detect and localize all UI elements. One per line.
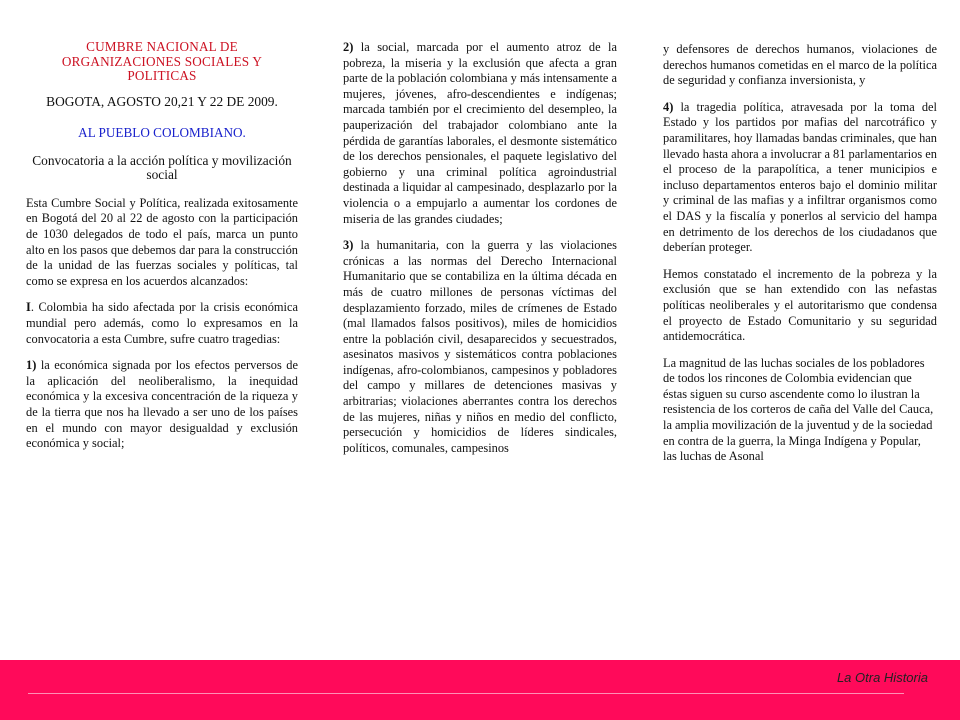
salutation: AL PUEBLO COLOMBIANO. [78,124,246,140]
paragraph-1-text: la económica signada por los efectos perversos de la aplicación del neoliberalismo, la inequidad económica y la excesiva concentración de la riqueza y de la tierra que nos ha llevado a ser uno de los países en el mundo con mayor desigualdad y exclusión económica y social; [26,358,298,451]
paragraph-4 [663,100,937,256]
paragraph-2 [343,40,617,227]
paragraph-I-text: . Colombia ha sido afectada por la crisis económica mundial pero además, como lo expresamos en la convocatoria a esta Cumbre, sufre cuatro tragedias: [26,300,298,346]
paragraph-1-label: 1) [26,358,37,373]
column-3 [663,42,937,476]
paragraph-3-text: la humanitaria, con la guerra y las violaciones crónicas a las normas del Derecho Internacional Humanitario que se contabiliza en la última década en más de cuatro millones de personas víctimas del desplazamiento forzado, miles de crímenes de Estado (mal llamados falsos positivos), miles de homicidios entre la población civil, desaparecidos y secuestrados, asesinatos masivos y sistemáticos contra poblaciones indígenas, afro-colombianos, campesinos y pobladores del campo y millares de detenciones masivas y arbitrarias; violaciones aberrantes contra los derechos de las mujeres, niñas y niños en medio del conflicto, persecución y homicidios de líderes sindicales, políticos, comunales, campesinos [343,238,617,455]
paragraph-2-label: 2) [343,40,354,54]
footer-divider [28,693,904,694]
paragraph-2-text: la social, marcada por el aumento atroz de la pobreza, la miseria y la exclusión que afecta a gran parte de la población colombiana y más intensamente a mujeres, jóvenes, afro-descendientes e indígenas; marcada también por el crecimiento del desempleo, la pauperización del trabajador colombiano ante la pérdida de garantías laborales, el desmonte sistemático de los derechos pensionales, el paquete legislativo del gobierno y una criminal política agroindustrial destinada a liquidar al campesinado, desplazarlo por la violencia o a empujarlo a aumentar los cordones de miseria de las grandes ciudades; [343,40,617,226]
column-2 [343,40,617,467]
paragraph-constatado: Hemos constatado el incremento de la pobreza y la exclusión que se han extendido con las nefastas políticas neoliberales y el autoritarismo que condensa el proyecto de Estado Comunitario y su seguridad antidemocrática. [663,266,937,344]
document-heading: CUMBRE NACIONAL DE ORGANIZACIONES SOCIALES Y POLITICAS [61,39,263,84]
paragraph-I [26,300,298,347]
paragraph-3-continued: y defensores de derechos humanos, violaciones de derechos humanos cometidas en el marco de la política de seguridad y confianza inversionista, y [663,42,937,88]
column-1 [26,40,298,463]
paragraph-3-label: 3) [343,238,354,253]
paragraph-4-label: 4) [663,99,674,114]
paragraph-I-label: I [26,300,31,315]
paragraph-1 [26,358,298,452]
footer-bar [0,660,960,720]
convocatoria-title: Convocatoria a la acción política y movilización social [32,152,292,182]
event-date: BOGOTA, AGOSTO 20,21 Y 22 DE 2009. [46,93,278,109]
paragraph-luchas: La magnitud de las luchas sociales de los pobladores de todos los rincones de Colombia evidencian que éstas siguen su curso ascendente como lo ilustran la resistencia de los corteros de caña del Valle del Cauca, la amplia movilización de la juventud y de la sociedad en contra de la guerra, la Minga Indígena y Popular, las luchas de Asonal [663,355,934,464]
footer-label: La Otra Historia [836,670,928,685]
paragraph-3 [343,238,617,456]
intro-paragraph: Esta Cumbre Social y Política, realizada exitosamente en Bogotá del 20 al 22 de agosto con la participación de 1030 delegados de todo el país, marca un punto alto en los pasos que debemos dar para la construcción de la unidad de las fuerzas sociales y políticas, tal como se expresa en los acuerdos alcanzados: [26,195,298,288]
paragraph-4-text: la tragedia política, atravesada por la toma del Estado y los partidos por mafias del narcotráfico y paramilitares, hoy llamadas bandas criminales, que han llevado hasta ahora a involucrar a 81 parlamentarios en el proceso de la parapolítica, a tener municipios e incluso departamentos enteros bajo el dominio militar y criminal de las mafias y a infiltrar organismos como el DAS y la fiscalía y ponerlos al servicio del hampa en detrimento de los derechos de los ciudadanos que deberían proteger. [663,99,937,255]
